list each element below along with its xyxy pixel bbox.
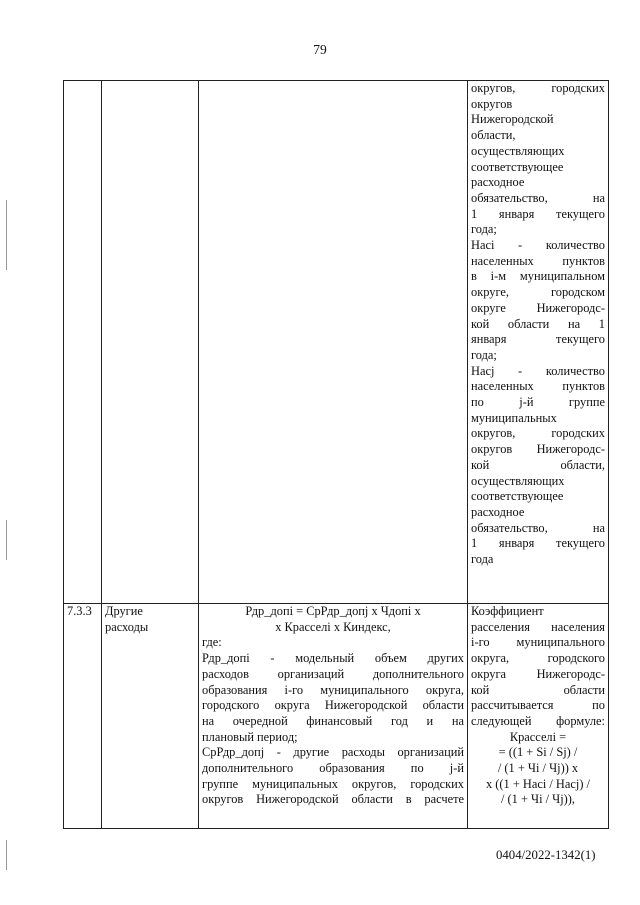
text-line: х Красселi х Киндекс,	[275, 619, 391, 634]
text-line: образования i-го муниципального округа,	[202, 682, 464, 697]
text-line: рассчитывается по	[471, 698, 605, 713]
text-line: округов, городских	[471, 426, 605, 441]
text-line: округе Нижегородс-	[471, 300, 605, 315]
text-line: соответствующее	[471, 159, 564, 174]
text-line: области,	[471, 128, 516, 143]
text-line: округа Нижегородс-	[471, 666, 605, 681]
text-line: года;	[471, 222, 497, 237]
description-cell	[468, 604, 609, 829]
text-line: городского округа Нижегородской области	[202, 698, 464, 713]
text-line: где:	[202, 635, 222, 650]
text-line: округов, городских	[471, 81, 605, 95]
text-line: кой области на 1	[471, 316, 605, 331]
text-line: Насj - количество	[471, 363, 605, 378]
text-line: года;	[471, 347, 497, 362]
text-line: соответствующее	[471, 489, 564, 504]
text-line: Нижегородской	[471, 112, 554, 127]
text-line: группе муниципальных округов, городских	[202, 776, 464, 791]
table-row	[64, 604, 609, 829]
text-line: = ((1 + Si / Sj) /	[498, 745, 578, 760]
text-line: расходов организаций дополнительного	[202, 666, 464, 681]
scan-edge-mark	[6, 520, 7, 560]
text-line: / (1 + Чi / Чj)) х	[497, 761, 579, 776]
text-line: Красселi =	[509, 729, 567, 744]
text-line: на очередной финансовый год и на	[202, 713, 464, 728]
text-line: года	[471, 552, 494, 567]
text-line: округов Нижегородской области в расчете	[202, 792, 464, 807]
text-line: дополнительного образования по j-й	[202, 761, 464, 776]
text-line: расходное	[471, 175, 525, 190]
text-line: / (1 + Чi / Чj)),	[500, 792, 576, 807]
text-line: СрРдр_допj - другие расходы организаций	[202, 745, 464, 760]
text-line: 1 января текущего	[471, 206, 605, 221]
text-line: Насi - количество	[471, 238, 605, 253]
table-row	[64, 81, 609, 604]
text-line: расселения населения	[471, 619, 605, 634]
text-line: населенных пунктов	[471, 253, 605, 268]
text-line: округов	[471, 96, 513, 111]
text-line: округов Нижегородс-	[471, 442, 605, 457]
description-cell	[468, 81, 609, 604]
text-line: января текущего	[471, 332, 605, 347]
scan-edge-mark	[6, 840, 7, 870]
row-number: 7.3.3	[67, 604, 92, 618]
text-lines	[471, 604, 605, 808]
text-line: округа, городского	[471, 651, 605, 666]
text-line: плановый период;	[202, 729, 298, 744]
page-number: 79	[313, 42, 327, 57]
text-line: следующей формуле:	[471, 713, 605, 728]
text-lines	[471, 81, 605, 568]
row-number-cell	[64, 604, 102, 829]
document-registration-code: 0404/2022-1342(1)	[496, 848, 596, 862]
text-line: муниципальных	[471, 410, 557, 425]
text-line: i-го муниципального	[471, 635, 605, 650]
text-line: кой области,	[471, 457, 605, 472]
text-line: Рдр_допi = СрРдр_допj х Чдопi х	[245, 604, 421, 618]
expense-name-cell	[102, 604, 199, 829]
text-line: Коэффициент	[471, 604, 544, 618]
text-line: осуществляющих	[471, 143, 565, 158]
text-line: расходное	[471, 504, 525, 519]
formula-cell	[199, 604, 468, 829]
formula-cell	[199, 81, 468, 604]
text-lines	[202, 604, 464, 808]
expense-name-cell	[102, 81, 199, 604]
row-number-cell	[64, 81, 102, 604]
text-line: Рдр_допi - модельный объем других	[202, 651, 464, 666]
text-line: расходы	[105, 619, 149, 634]
text-line: осуществляющих	[471, 473, 565, 488]
scan-edge-mark	[6, 200, 7, 270]
text-line: в i-м муниципальном	[471, 269, 605, 284]
text-line: х ((1 + Насi / Насj) /	[485, 776, 590, 791]
text-line: округе, городском	[471, 285, 605, 300]
normative-table	[63, 80, 609, 829]
text-lines	[105, 604, 195, 635]
text-line: по j-й группе	[471, 395, 605, 410]
text-line: 1 января текущего	[471, 536, 605, 551]
text-line: Другие	[105, 604, 143, 618]
text-line: кой области	[471, 682, 605, 697]
text-line: населенных пунктов	[471, 379, 605, 394]
text-line: обязательство, на	[471, 520, 605, 535]
text-line: обязательство, на	[471, 190, 605, 205]
